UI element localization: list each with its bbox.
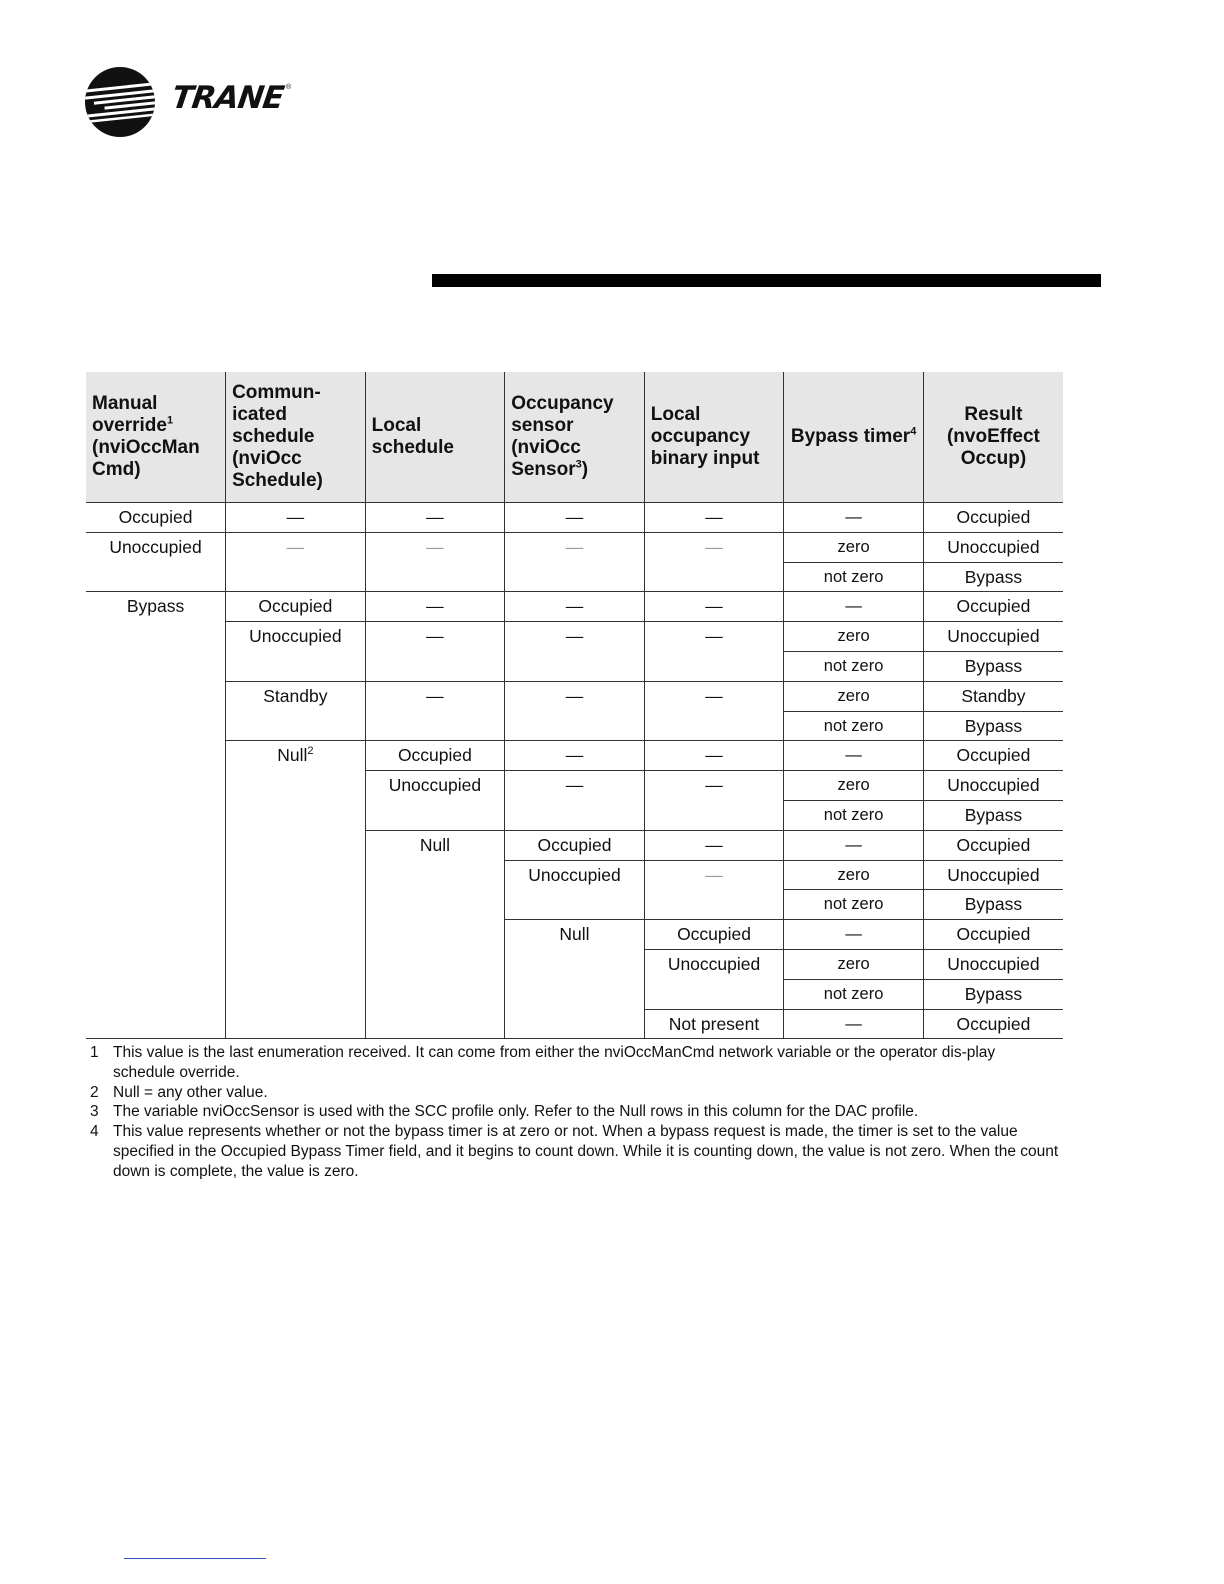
cell-binary-input: Occupied	[644, 920, 784, 950]
cell-dash: —	[365, 622, 505, 682]
cell-result: Occupied	[923, 1009, 1063, 1039]
cell-result: Bypass	[923, 651, 1063, 681]
cell-result: Unoccupied	[923, 860, 1063, 890]
cell-dash: —	[505, 592, 645, 622]
cell-dash: —	[505, 503, 645, 533]
cell-dash: —	[505, 771, 645, 831]
cell-local-schedule: Null	[365, 830, 505, 1039]
cell-manual: Unoccupied	[86, 532, 226, 592]
cell-bypass-timer: not zero	[784, 562, 924, 592]
cell-manual: Bypass	[86, 592, 226, 1039]
header-communicated-schedule: Commun- icated schedule (nviOcc Schedule)	[226, 372, 366, 503]
cell-result: Bypass	[923, 890, 1063, 920]
cell-bypass-timer: not zero	[784, 800, 924, 830]
cell-binary-input: Not present	[644, 1009, 784, 1039]
cell-dash: —	[365, 681, 505, 741]
cell-communicated: Null$^2$	[226, 741, 366, 1039]
table-row	[86, 622, 1063, 652]
cell-bypass-timer: not zero	[784, 711, 924, 741]
cell-dash: —	[365, 532, 505, 592]
footnote: 1 This value is the last enumeration received. It can come from either the nviOccManCmd network variable or the operator dis-play schedule override.	[90, 1044, 996, 1081]
footnote: 2 Null = any other value.	[90, 1083, 268, 1101]
cell-binary-input: Unoccupied	[644, 949, 784, 1009]
footnote: 3 The variable nviOccSensor is used with the SCC profile only. Refer to the Null rows in this column for the DAC profile.	[90, 1103, 919, 1121]
cell-bypass-timer: not zero	[784, 979, 924, 1009]
cell-dash: —	[784, 830, 924, 860]
cell-occupancy-sensor: Occupied	[505, 830, 645, 860]
cell-dash: —	[226, 532, 366, 592]
footnotes	[90, 1043, 1060, 1179]
cell-dash: —	[644, 681, 784, 741]
cell-dash: —	[505, 622, 645, 682]
brand-name: TRANE	[169, 80, 286, 116]
cell-result: Bypass	[923, 979, 1063, 1009]
cell-dash: —	[644, 622, 784, 682]
cell-result: Bypass	[923, 562, 1063, 592]
cell-dash: —	[644, 532, 784, 592]
cell-dash: —	[784, 503, 924, 533]
cell-result: Occupied	[923, 503, 1063, 533]
header-occupancy-sensor: Occupancy sensor (nviOcc Sensor$^3$)	[505, 372, 645, 503]
cell-dash: —	[644, 592, 784, 622]
cell-local-schedule: Unoccupied	[365, 771, 505, 831]
cell-bypass-timer: zero	[784, 771, 924, 801]
cell-communicated: Occupied	[226, 592, 366, 622]
cell-dash: —	[505, 681, 645, 741]
cell-dash: —	[644, 741, 784, 771]
trane-logo	[84, 66, 304, 138]
cell-bypass-timer: zero	[784, 622, 924, 652]
cell-dash: —	[784, 592, 924, 622]
cell-dash: —	[644, 771, 784, 831]
cell-dash: —	[365, 503, 505, 533]
cell-result: Bypass	[923, 800, 1063, 830]
title-rule	[432, 274, 1101, 287]
cell-dash: —	[226, 503, 366, 533]
cell-bypass-timer: zero	[784, 532, 924, 562]
header-row	[86, 372, 1063, 503]
cell-bypass-timer: not zero	[784, 890, 924, 920]
cell-result: Bypass	[923, 711, 1063, 741]
header-local-schedule: Local schedule	[365, 372, 505, 503]
cell-dash: —	[505, 532, 645, 592]
cell-bypass-timer: zero	[784, 949, 924, 979]
cell-occupancy-sensor: Unoccupied	[505, 860, 645, 920]
cell-bypass-timer: not zero	[784, 651, 924, 681]
cell-manual: Occupied	[86, 503, 226, 533]
cell-dash: —	[784, 920, 924, 950]
cell-occupancy-sensor: Null	[505, 920, 645, 1039]
table-row	[86, 592, 1063, 622]
cell-communicated: Unoccupied	[226, 622, 366, 682]
cell-dash: —	[644, 860, 784, 920]
cell-bypass-timer: zero	[784, 860, 924, 890]
occupancy-table	[86, 372, 1063, 1040]
cell-dash: —	[644, 830, 784, 860]
registered-mark: ®	[286, 84, 292, 91]
header-result: Result (nvoEffect Occup)	[923, 372, 1063, 503]
cell-result: Occupied	[923, 920, 1063, 950]
cell-result: Occupied	[923, 741, 1063, 771]
cell-result: Unoccupied	[923, 532, 1063, 562]
cell-local-schedule: Occupied	[365, 741, 505, 771]
table-row	[86, 503, 1063, 533]
cell-dash: —	[784, 741, 924, 771]
footnote: 4 This value represents whether or not the bypass timer is at zero or not. When a bypass request is made, the timer is set to the value specified in the Occupied Bypass Timer field, and it begins to count down. While it is counting down, the value is not zero. When the count down is complete, the value is zero.	[90, 1123, 1059, 1179]
cell-communicated: Standby	[226, 681, 366, 741]
bottom-link-underline	[124, 1558, 266, 1559]
table-row	[86, 681, 1063, 711]
cell-result: Unoccupied	[923, 949, 1063, 979]
header-local-occupancy-binary-input: Local occupancy binary input	[644, 372, 784, 503]
header-manual-override: Manual override$^1$ (nviOccMan Cmd)	[86, 372, 226, 503]
cell-result: Occupied	[923, 592, 1063, 622]
cell-dash: —	[644, 503, 784, 533]
cell-result: Unoccupied	[923, 771, 1063, 801]
table-row	[86, 532, 1063, 562]
header-bypass-timer: Bypass timer$^4$	[784, 372, 924, 503]
trane-swirl-icon	[84, 66, 156, 138]
cell-bypass-timer: zero	[784, 681, 924, 711]
table-row	[86, 741, 1063, 771]
cell-result: Occupied	[923, 830, 1063, 860]
cell-dash: —	[365, 592, 505, 622]
cell-dash: —	[505, 741, 645, 771]
cell-dash: —	[784, 1009, 924, 1039]
cell-result: Standby	[923, 681, 1063, 711]
cell-result: Unoccupied	[923, 622, 1063, 652]
